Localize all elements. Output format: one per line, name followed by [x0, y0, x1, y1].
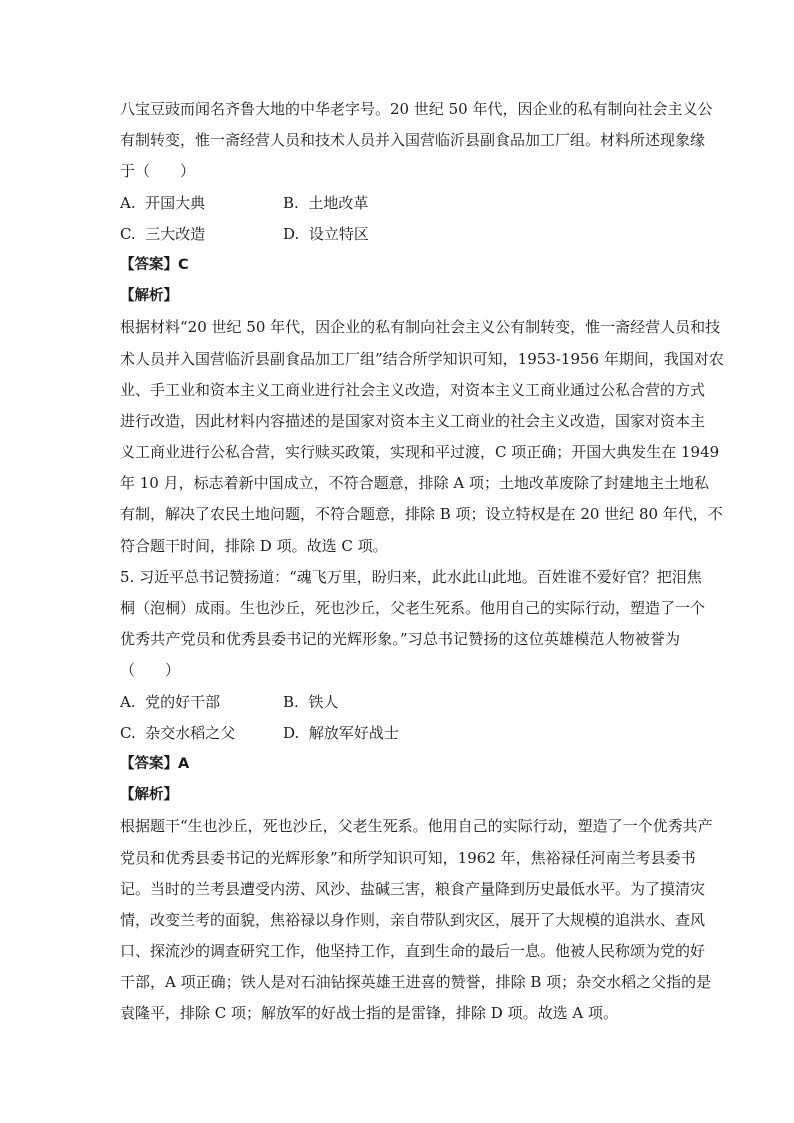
q5-answer: 【答案】A [120, 755, 190, 772]
q5-options-row-2 [120, 718, 680, 749]
q4-analysis-line: 年 10 月，标志着新中国成立，不符合题意，排除 A 项；土地改革废除了封建地主土地私 [120, 474, 709, 493]
q5-analysis-label: 【解析】 [120, 787, 178, 804]
q4-answer: 【答案】C [120, 256, 189, 273]
q5-analysis-line: 干部，A 项正确；铁人是对石油钻探英雄王进喜的赞誉，排除 B 项；杂交水稻之父指的是 [120, 973, 712, 992]
q5-stem-line: 优秀共产党员和优秀县委书记的光辉形象。”习总书记赞扬的这位英雄模范人物被誉为 [120, 630, 680, 649]
q5-analysis-line: 根据题干“生也沙丘，死也沙丘，父老生死系。他用自己的实际行动，塑造了一个优秀共产 [120, 817, 713, 836]
q5-option-b: B. 铁人 [283, 692, 339, 711]
q5-analysis-line: 记。当时的兰考县遭受内涝、风沙、盐碱三害，粮食产量降到历史最低水平。为了摸清灾 [120, 879, 706, 898]
q4-stem-line: 八宝豆豉而闻名齐鲁大地的中华老字号。20 世纪 50 年代，因企业的私有制向社会主义公 [120, 100, 713, 118]
q4-option-c: C. 三大改造 [120, 224, 206, 243]
question-5 [120, 562, 713, 1030]
q5-analysis-line: 口、探流沙的调查研究工作，他坚持工作，直到生命的最后一息。他被人民称颂为党的好 [120, 942, 706, 961]
q4-analysis-line: 业、手工业和资本主义工商业进行社会主义改造，对资本主义工商业通过公私合营的方式 [120, 380, 706, 399]
q5-options-row-1 [120, 687, 680, 718]
q5-option-d: D. 解放军好战士 [283, 723, 399, 742]
question-4 [120, 94, 724, 562]
q5-analysis-line: 袁隆平，排除 C 项；解放军的好战士指的是雷锋，排除 D 项。故选 A 项。 [120, 1004, 618, 1023]
q4-analysis-label: 【解析】 [120, 288, 178, 305]
q5-stem-line: （ ） [120, 661, 181, 680]
q5-option-a: A. 党的好干部 [120, 692, 221, 711]
document-page [120, 94, 724, 1030]
q5-analysis-line: 情，改变兰考的面貌，焦裕禄以身作则，亲自带队到灾区，展开了大规模的追洪水、查风 [120, 910, 706, 929]
q4-analysis-line: 根据材料“20 世纪 50 年代，因企业的私有制向社会主义公有制转变，惟一斋经营人员和技 [120, 318, 721, 337]
q4-option-d: D. 设立特区 [283, 224, 369, 243]
q4-analysis-line: 有制，解决了农民土地问题，不符合题意，排除 B 项；设立特权是在 20 世纪 80 年代，不 [120, 505, 723, 524]
q5-option-c: C. 杂交水稻之父 [120, 723, 236, 742]
q4-options-row-2 [120, 219, 680, 250]
q5-stem-line: 5. 习近平总书记赞扬道：“魂飞万里，盼归来，此水此山此地。百姓谁不爱好官？把泪焦 [120, 567, 702, 586]
q4-stem-line: 于（ ） [120, 162, 196, 181]
q4-analysis-line: 义工商业进行公私合营，实行赎买政策，实现和平过渡，C 项正确；开国大典发生在 1949 [120, 443, 720, 462]
q5-stem-line: 桐（泡桐）成雨。生也沙丘，死也沙丘，父老生死系。他用自己的实际行动，塑造了一个 [120, 599, 706, 617]
q4-analysis-line: 符合题干时间，排除 D 项。故选 C 项。 [120, 536, 388, 555]
q4-stem-line: 有制转变，惟一斋经营人员和技术人员并入国营临沂县副食品加工厂组。材料所述现象缘 [120, 131, 706, 150]
q4-analysis-line: 进行改造，因此材料内容描述的是国家对资本主义工商业的社会主义改造，国家对资本主 [120, 411, 706, 430]
q4-option-b: B. 土地改革 [283, 193, 369, 212]
q4-analysis-line: 术人员并入国营临沂县副食品加工厂组”结合所学知识可知，1953-1956 年期间，我国对农 [120, 349, 724, 368]
q5-analysis-line: 党员和优秀县委书记的光辉形象”和所学知识可知，1962 年，焦裕禄任河南兰考县委书 [120, 848, 696, 867]
q4-options-row-1 [120, 188, 680, 219]
q4-option-a: A. 开国大典 [120, 193, 206, 212]
